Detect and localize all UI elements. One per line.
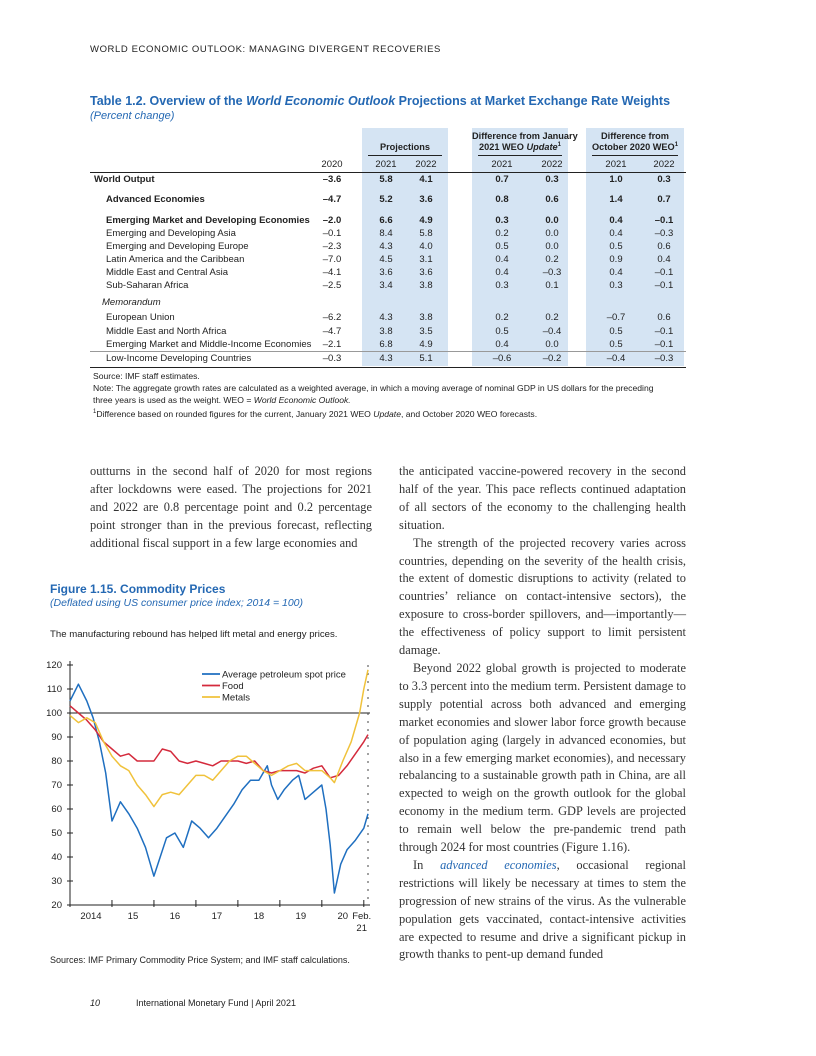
- right-paragraph-2: The strength of the projected recovery varies across countries, depending on the severity of the health crisis, the extent of domestic disruptions to activity (related to countries’ reliance on contact-intensive sectors), the exposure to cross-border spillovers, and—importantly—the effectiveness of policy support to limit persistent damage.: [399, 535, 686, 658]
- table-note-2: three years is used as the weight. WEO = World Economic Outlook.: [93, 395, 351, 405]
- row-value: 3.8: [419, 312, 433, 323]
- row-value: 0.5: [495, 326, 509, 337]
- head-diff-jan-1: Difference from January: [472, 131, 578, 141]
- row-value: –0.4: [542, 326, 562, 337]
- row-value: –0.3: [322, 353, 342, 364]
- chart-legend: [202, 670, 346, 704]
- row-value: 1.4: [609, 194, 623, 205]
- row-value: 0.4: [495, 254, 509, 265]
- y-tick-label: 80: [51, 756, 62, 767]
- row-value: 5.8: [419, 228, 433, 239]
- figure-subtitle: (Deflated using US consumer price index; 2014 = 100): [50, 597, 304, 609]
- row-value: 4.3: [379, 353, 393, 364]
- row-value: 0.6: [545, 194, 559, 205]
- head-projections: Projections: [379, 142, 431, 152]
- row-value: 0.5: [495, 241, 509, 252]
- row-value: 0.4: [495, 267, 509, 278]
- figure-caption: The manufacturing rebound has helped lift metal and energy prices.: [50, 629, 338, 640]
- row-value: 3.4: [379, 280, 393, 291]
- x-tick-label: 2014: [80, 911, 102, 922]
- row-label: Middle East and Central Asia: [106, 267, 228, 278]
- year-2020: 2020: [321, 159, 343, 170]
- running-header: WORLD ECONOMIC OUTLOOK: MANAGING DIVERGENT RECOVERIES: [90, 44, 441, 55]
- row-value: 5.1: [419, 353, 433, 364]
- row-value: 3.6: [419, 267, 433, 278]
- row-value: 0.6: [657, 312, 671, 323]
- y-tick-label: 120: [46, 660, 62, 671]
- x-tick-label-year: 21: [356, 923, 367, 934]
- table-note-1: Note: The aggregate growth rates are calculated as a weighted average, in which a moving average of nominal GDP in US dollars for the preceding: [93, 383, 654, 393]
- row-value: 5.8: [379, 174, 393, 185]
- row-value: 0.0: [545, 241, 559, 252]
- row-value: 0.3: [609, 280, 623, 291]
- row-value: 3.6: [379, 267, 393, 278]
- row-value: 0.0: [545, 339, 559, 350]
- row-value: –0.4: [606, 353, 626, 364]
- legend-label: Metals: [222, 692, 250, 704]
- row-value: 0.2: [495, 312, 509, 323]
- row-value: –4.7: [322, 326, 342, 337]
- row-value: 4.0: [419, 241, 433, 252]
- row-value: 3.6: [419, 194, 433, 205]
- table-title: Table 1.2. Overview of the World Economic Outlook Projections at Market Exchange Rate Weights: [90, 94, 671, 108]
- row-value: –0.3: [542, 267, 562, 278]
- y-tick-label: 30: [51, 876, 62, 887]
- row-value: 0.7: [495, 174, 509, 185]
- row-value: 3.8: [419, 280, 433, 291]
- series-line-average-petroleum-spot-price: [70, 684, 368, 893]
- row-value: –0.2: [542, 353, 562, 364]
- figure-title: Figure 1.15. Commodity Prices: [50, 582, 226, 596]
- row-value: –0.3: [654, 228, 674, 239]
- row-value: 0.4: [609, 215, 623, 226]
- year-proj-2021: 2021: [375, 159, 397, 170]
- series-lines: [70, 670, 368, 893]
- table-source: Source: IMF staff estimates.: [93, 371, 200, 381]
- row-value: –2.5: [322, 280, 342, 291]
- year-jan-2021: 2021: [491, 159, 513, 170]
- row-value: 0.4: [609, 267, 623, 278]
- x-axis: [70, 665, 371, 934]
- row-label: Low-Income Developing Countries: [106, 353, 252, 364]
- row-value: 4.9: [419, 215, 433, 226]
- row-label: Emerging and Developing Asia: [106, 228, 236, 239]
- row-value: 0.8: [495, 194, 509, 205]
- row-value: 0.3: [657, 174, 671, 185]
- row-value: 1.0: [609, 174, 623, 185]
- row-value: 5.2: [379, 194, 393, 205]
- year-oct-2022: 2022: [653, 159, 675, 170]
- right-paragraph-4: In advanced economies, occasional regional restrictions will likely be necessary at times to stem the progression of new strains of the virus. As the vulnerable population gets vaccinated, contact-intensive activities are expected to resume and drive a significant pickup in growth thanks to pent-up demand funded: [399, 857, 687, 962]
- row-value: –2.1: [322, 339, 342, 350]
- y-tick-label: 90: [51, 732, 62, 743]
- row-label: Emerging and Developing Europe: [106, 241, 249, 252]
- right-paragraph-3: Beyond 2022 global growth is projected to moderate to 3.3 percent into the medium term. Persistent damage to supply potential across both advanced and emerging market economies and slower labor force growth because of population aging (largely in advanced economies, but also in a few emerging market economies), and necessary rebalancing to a sustainable growth path in China, are all expected to weigh on the growth outlook for the global economy in the medium term. GDP levels are projected to remain well below the pre-pandemic trend path through 2024 for most countries (Figure 1.16).: [399, 660, 686, 855]
- x-tick-label: 19: [295, 911, 307, 922]
- y-tick-label: 40: [51, 852, 62, 863]
- row-value: 0.4: [495, 339, 509, 350]
- row-value: –6.2: [322, 312, 342, 323]
- row-value: –7.0: [322, 254, 342, 265]
- row-label: Emerging Market and Middle-Income Economies: [106, 339, 312, 350]
- row-label: Advanced Economies: [106, 194, 205, 205]
- row-value: 4.3: [379, 312, 393, 323]
- x-tick-label: 16: [169, 911, 181, 922]
- row-value: –0.1: [654, 215, 674, 226]
- left-paragraph: outturns in the second half of 2020 for most regions after lockdowns were eased. The projections for 2021 and 2022 are 0.8 percentage point and 0.2 percentage point stronger than in the previous forecast, reflecting additional fiscal support in a few large economies and: [90, 464, 372, 550]
- row-value: 4.1: [419, 174, 433, 185]
- table-footnote: $^1$Difference based on rounded figures for the current, January 2021 WEO Update, and October 2020 WEO forecasts.: [93, 409, 538, 419]
- row-value: 0.0: [545, 215, 559, 226]
- x-tick-label: 17: [211, 911, 223, 922]
- advanced-economies-link[interactable]: advanced economies: [440, 857, 557, 872]
- row-value: 0.4: [609, 228, 623, 239]
- row-value: 8.4: [379, 228, 393, 239]
- row-value: –0.3: [654, 353, 674, 364]
- page-footer: 10 International Monetary Fund | April 2021: [90, 998, 296, 1008]
- row-value: –2.0: [322, 215, 342, 226]
- memorandum-label: Memorandum: [102, 297, 161, 308]
- row-value: –3.6: [322, 174, 342, 185]
- row-value: 6.6: [379, 215, 393, 226]
- row-value: 3.1: [419, 254, 433, 265]
- row-value: 0.2: [545, 254, 559, 265]
- row-value: 0.2: [545, 312, 559, 323]
- row-label: Latin America and the Caribbean: [106, 254, 245, 265]
- row-value: 4.5: [379, 254, 393, 265]
- legend-label: Average petroleum spot price: [222, 669, 346, 681]
- right-paragraph-1: the anticipated vaccine-powered recovery in the second half of the year. This pace reflects continued adaptation of all sectors of the economy to the challenging health situation.: [399, 464, 686, 532]
- legend-label: Food: [222, 681, 244, 692]
- row-value: –0.1: [654, 280, 674, 291]
- row-value: 0.5: [609, 241, 623, 252]
- year-jan-2022: 2022: [541, 159, 563, 170]
- page-number: 10: [90, 998, 101, 1008]
- y-tick-label: 50: [51, 828, 62, 839]
- row-value: –0.1: [654, 267, 674, 278]
- head-diff-jan-2: 2021 WEO Update$^1$: [479, 142, 561, 153]
- commodity-price-chart: [30, 650, 390, 945]
- year-proj-2022: 2022: [415, 159, 437, 170]
- row-label: World Output: [94, 174, 155, 185]
- row-value: 4.9: [419, 339, 433, 350]
- row-value: 6.8: [379, 339, 393, 350]
- y-tick-label: 20: [51, 900, 62, 911]
- publication-date: April 2021: [255, 998, 296, 1008]
- row-value: 0.3: [545, 174, 559, 185]
- row-label: Sub-Saharan Africa: [106, 280, 189, 291]
- year-oct-2021: 2021: [605, 159, 627, 170]
- x-tick-label: 15: [127, 911, 139, 922]
- row-value: –0.6: [492, 353, 512, 364]
- series-line-food: [70, 706, 368, 778]
- row-label: European Union: [106, 312, 175, 323]
- head-diff-oct-1: Difference from: [601, 131, 669, 141]
- row-value: –0.1: [322, 228, 342, 239]
- row-value: 0.3: [495, 215, 509, 226]
- y-tick-label: 70: [51, 780, 62, 791]
- y-tick-label: 110: [46, 684, 62, 695]
- row-value: 3.5: [419, 326, 433, 337]
- row-value: 0.6: [657, 241, 671, 252]
- row-value: –4.1: [322, 267, 342, 278]
- left-body-text: [90, 463, 372, 553]
- row-value: 0.2: [495, 228, 509, 239]
- row-label: Middle East and North Africa: [106, 326, 227, 337]
- row-value: 0.5: [609, 339, 623, 350]
- row-value: 0.9: [609, 254, 623, 265]
- row-label: Emerging Market and Developing Economies: [106, 215, 310, 226]
- row-value: 4.3: [379, 241, 393, 252]
- figure-source: Sources: IMF Primary Commodity Price System; and IMF staff calculations.: [50, 955, 350, 965]
- row-value: –0.1: [654, 339, 674, 350]
- row-value: 0.1: [545, 280, 559, 291]
- x-tick-label: 18: [253, 911, 265, 922]
- row-value: 0.3: [495, 280, 509, 291]
- row-value: 0.5: [609, 326, 623, 337]
- table-subtitle: (Percent change): [90, 110, 175, 122]
- row-value: 0.4: [657, 254, 671, 265]
- y-tick-label: 100: [46, 708, 62, 719]
- row-value: 3.8: [379, 326, 393, 337]
- row-value: –0.7: [606, 312, 626, 323]
- right-body-text: [399, 463, 686, 964]
- x-tick-label: 20: [337, 911, 349, 922]
- projections-table: [90, 128, 686, 368]
- row-value: 0.0: [545, 228, 559, 239]
- x-tick-label: Feb.: [352, 911, 372, 922]
- row-value: –0.1: [654, 326, 674, 337]
- series-line-metals: [70, 670, 368, 807]
- row-value: –4.7: [322, 194, 342, 205]
- row-value: 0.7: [657, 194, 671, 205]
- row-value: –2.3: [322, 241, 342, 252]
- publisher: International Monetary Fund: [136, 998, 249, 1008]
- y-tick-label: 60: [51, 804, 62, 815]
- head-diff-oct-2: October 2020 WEO$^1$: [591, 142, 679, 153]
